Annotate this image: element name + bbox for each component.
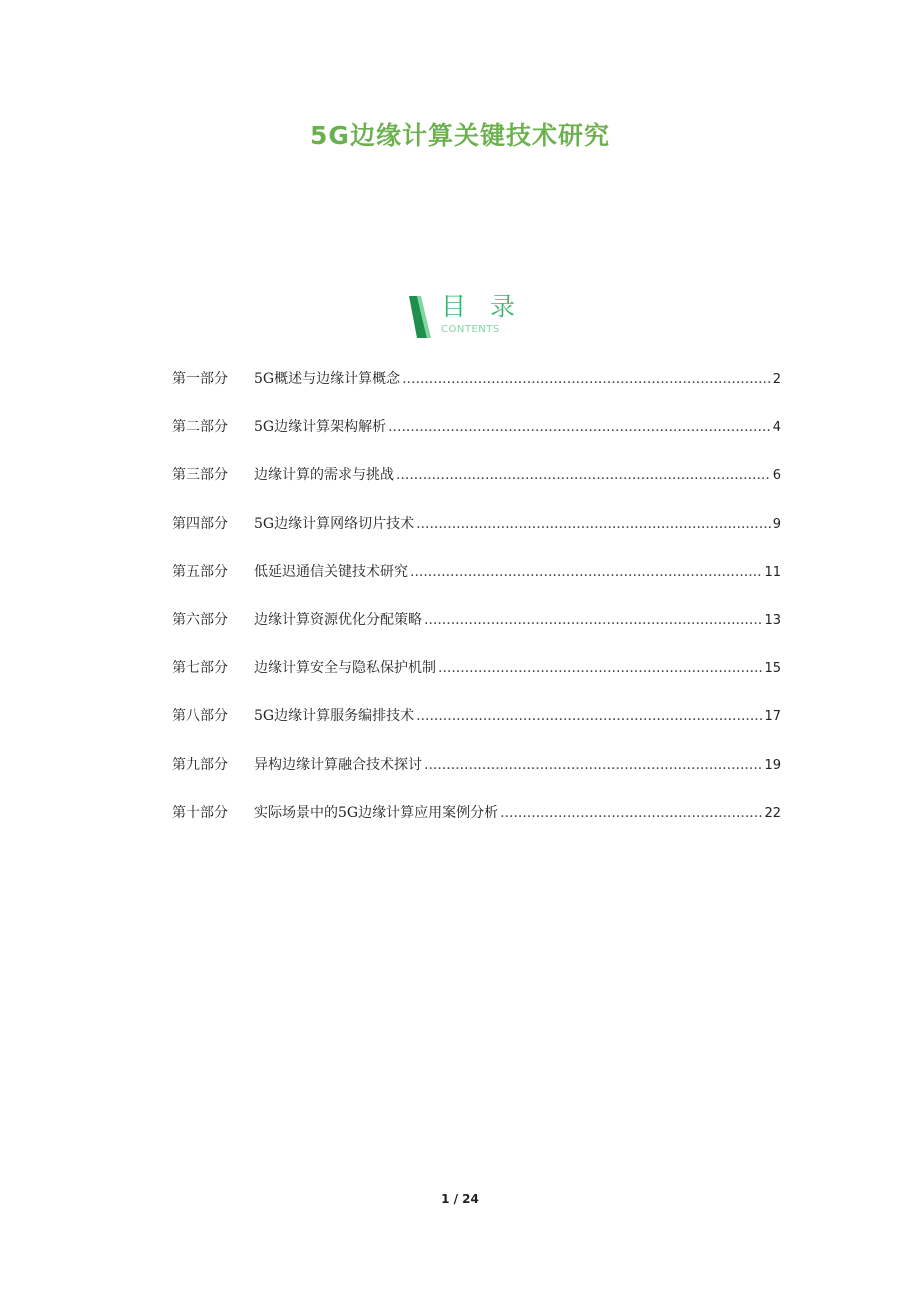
toc-entry-part: 第一部分 [172,371,228,387]
toc-entry-title: 边缘计算安全与隐私保护机制 [254,660,436,677]
toc-heading: 目 录 [441,292,523,321]
toc-dot-leader [396,467,771,483]
toc-entry-page: 6 [772,468,781,484]
toc-subheading: CONTENTS [441,324,500,335]
toc-entry[interactable] [172,705,781,753]
toc-dot-leader [402,371,771,387]
toc-entry[interactable] [172,802,781,850]
toc-entry-title: 5G概述与边缘计算概念 [254,371,401,387]
toc-entry[interactable] [172,416,781,464]
toc-entry[interactable] [172,464,781,512]
toc-dot-leader [416,708,762,724]
toc-entry-page: 9 [772,516,781,532]
toc-entry-page: 2 [772,372,781,387]
toc-entry-page: 22 [764,805,781,821]
toc-entry-part: 第八部分 [172,708,228,725]
toc-entry-title: 边缘计算的需求与挑战 [254,467,394,484]
toc-entry-part: 第二部分 [172,419,228,436]
toc-entry-part: 第十部分 [172,804,228,821]
toc-entry[interactable] [172,561,781,609]
toc-entry-part: 第三部分 [172,467,228,484]
toc-entry-page: 11 [764,564,781,580]
document-title: 5G边缘计算关键技术研究 [310,121,610,150]
toc-entry-page: 15 [764,661,781,677]
toc-dot-leader [416,516,771,532]
slanted-bar-icon [405,296,433,338]
toc-entry-title: 5G边缘计算网络切片技术 [254,515,415,532]
toc-dot-leader [388,419,771,435]
toc-entry[interactable] [172,657,781,705]
toc-entry-part: 第四部分 [172,515,228,532]
toc-dot-leader [500,805,762,821]
toc-entry[interactable] [172,513,781,561]
toc-entry-title: 异构边缘计算融合技术探讨 [254,756,422,773]
toc-entry-page: 19 [764,757,781,773]
toc-entry-page: 17 [764,709,781,725]
page-number: 1 / 24 [441,1192,479,1206]
toc-entry-part: 第六部分 [172,611,228,628]
toc-header [405,294,525,344]
toc-entry-title: 5G边缘计算服务编排技术 [254,708,415,725]
toc-dot-leader [410,564,762,580]
toc-entry-part: 第五部分 [172,563,228,580]
toc-entry-page: 13 [764,612,781,628]
toc-entry-part: 第九部分 [172,756,228,773]
toc-entry[interactable] [172,754,781,802]
toc-entry-title: 边缘计算资源优化分配策略 [254,611,422,628]
toc-entry-title: 5G边缘计算架构解析 [254,419,387,436]
toc-dot-leader [424,757,762,773]
toc-dot-leader [438,660,762,676]
toc-entry-title: 实际场景中的5G边缘计算应用案例分析 [254,804,499,821]
toc-entry[interactable] [172,609,781,657]
toc-entry-title: 低延迟通信关键技术研究 [254,563,408,580]
toc-list [172,368,781,850]
toc-entry-part: 第七部分 [172,660,228,677]
toc-dot-leader [424,612,762,628]
toc-entry-page: 4 [772,420,781,436]
toc-entry[interactable] [172,368,781,416]
